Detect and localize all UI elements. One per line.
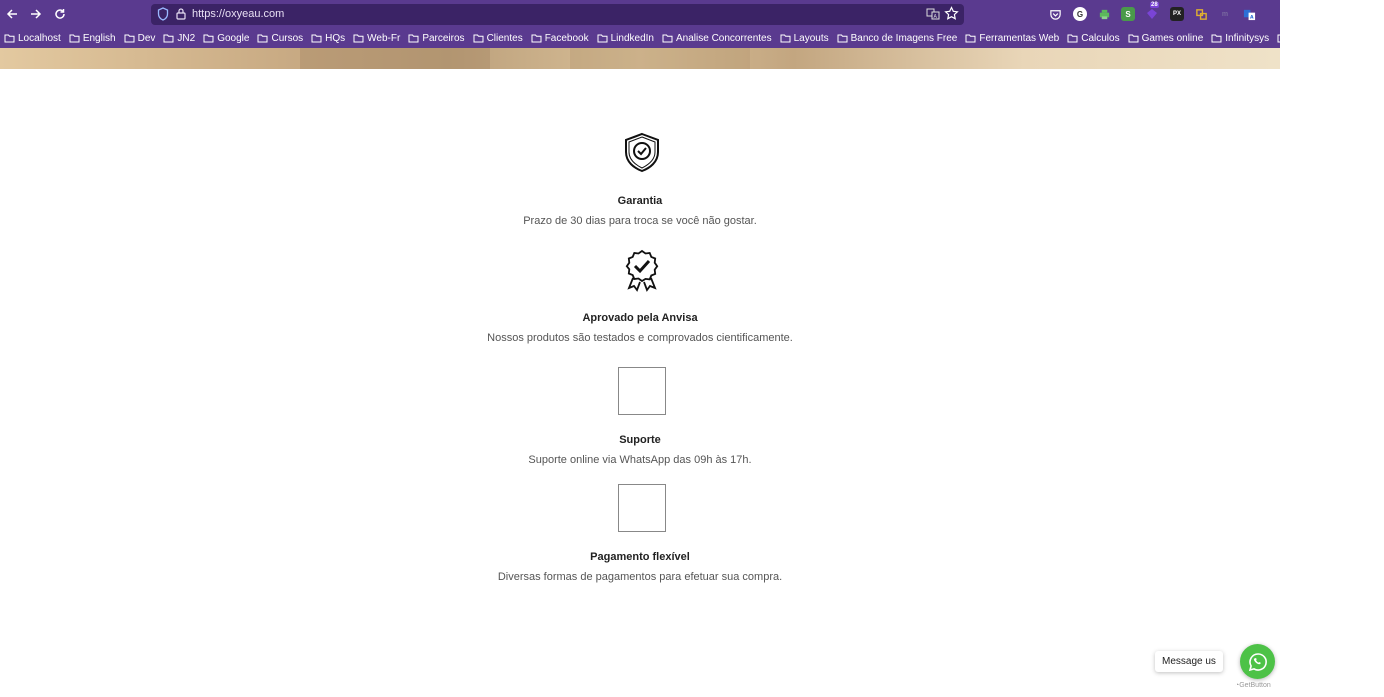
browser-toolbar: [0, 0, 1280, 28]
svg-text:A: A: [933, 14, 937, 20]
bookmark-folder[interactable]: [1211, 33, 1269, 44]
reload-button[interactable]: [51, 5, 69, 23]
reload-icon: [54, 8, 66, 20]
bookmark-label: English: [82, 32, 116, 44]
grammar-extension-icon[interactable]: G: [1073, 7, 1087, 21]
message-us-label[interactable]: Message us: [1155, 651, 1223, 672]
bookmark-folder[interactable]: [1067, 33, 1119, 44]
address-bar[interactable]: [151, 4, 964, 25]
folder-icon: [597, 33, 608, 43]
bookmark-folder[interactable]: [473, 33, 523, 44]
folder-icon: [4, 33, 15, 43]
bookmark-folder[interactable]: [311, 33, 345, 44]
px-extension-icon[interactable]: PX: [1170, 7, 1184, 21]
getbutton-credit[interactable]: [1235, 682, 1271, 689]
feature-title: Suporte: [619, 434, 661, 446]
translator-extension-icon[interactable]: [1242, 7, 1256, 21]
image-placeholder: [618, 367, 666, 415]
bookmark-folder[interactable]: [1277, 33, 1372, 44]
feature-title: Aprovado pela Anvisa: [582, 312, 698, 324]
bookmark-label: JN2: [177, 32, 196, 44]
bookmark-folder[interactable]: [531, 33, 589, 44]
feature-title: Pagamento flexível: [590, 551, 690, 563]
back-button[interactable]: [3, 5, 21, 23]
folder-icon: [780, 33, 791, 43]
bookmark-folder[interactable]: [597, 33, 654, 44]
folder-icon: [163, 33, 174, 43]
image-placeholder: [618, 484, 666, 532]
bookmark-label: Editor de Imagens: [1291, 32, 1373, 44]
color-picker-extension-icon[interactable]: [1194, 7, 1208, 21]
svg-text:A: A: [1249, 15, 1254, 21]
folder-icon: [473, 33, 484, 43]
bookmark-label: Analise Concorrentes: [676, 32, 772, 44]
disabled-extension-icon[interactable]: m: [1221, 10, 1229, 18]
bookmark-folder[interactable]: [965, 33, 1059, 44]
bookmark-folder[interactable]: [780, 33, 829, 44]
bookmark-folder[interactable]: [4, 33, 61, 44]
bookmark-label: Google: [217, 32, 250, 44]
bookmark-label: Ferramentas Web: [979, 32, 1060, 44]
bookmark-label: Banco de Imagens Free: [850, 32, 958, 44]
bookmark-folder[interactable]: [662, 33, 772, 44]
whatsapp-button[interactable]: [1240, 644, 1275, 679]
folder-icon: [311, 33, 322, 43]
folder-icon: [531, 33, 542, 43]
bookmark-folder[interactable]: [257, 33, 303, 44]
whatsapp-icon: [1248, 652, 1268, 672]
bookmark-label: Infinitysys: [1225, 32, 1270, 44]
shield-check-icon: [618, 128, 666, 176]
pocket-icon[interactable]: [1048, 7, 1062, 21]
bookmark-label: Dev: [137, 32, 156, 44]
forward-button[interactable]: [27, 5, 45, 23]
bookmark-label: Cursos: [271, 32, 304, 44]
bookmark-label: Web-Fr: [367, 32, 401, 44]
folder-icon: [203, 33, 214, 43]
folder-icon: [1277, 33, 1288, 43]
getbutton-label: GetButton: [1239, 682, 1271, 689]
arrow-right-icon: [30, 8, 42, 20]
bookmark-label: Layouts: [793, 32, 829, 44]
bookmarks-overflow-button[interactable]: »: [1376, 30, 1384, 46]
printer-extension-icon[interactable]: [1097, 7, 1111, 21]
extension-badge: 28: [1151, 2, 1158, 8]
bookmark-label: HQs: [325, 32, 346, 44]
feature-description: Nossos produtos são testados e comprovados cientificamente.: [487, 332, 793, 344]
folder-icon: [124, 33, 135, 43]
bookmark-label: Parceiros: [422, 32, 465, 44]
bookmark-folder[interactable]: [1128, 33, 1204, 44]
bookmark-label: Facebook: [544, 32, 589, 44]
folder-icon: [1067, 33, 1078, 43]
feature-description: Suporte online via WhatsApp das 09h às 17h.: [528, 454, 752, 466]
bookmark-folder[interactable]: [837, 33, 958, 44]
bookmark-folder[interactable]: [69, 33, 116, 44]
lock-icon[interactable]: [175, 7, 187, 21]
bookmark-folder[interactable]: [203, 33, 249, 44]
tracking-shield-icon[interactable]: [157, 7, 169, 21]
folder-icon: [1211, 33, 1222, 43]
feature-title: Garantia: [617, 195, 663, 207]
bookmark-folder[interactable]: [124, 33, 156, 44]
hero-image: [0, 48, 1280, 69]
folder-icon: [408, 33, 419, 43]
bookmark-folder[interactable]: [408, 33, 464, 44]
bookmark-label: LindkedIn: [610, 32, 654, 44]
s-extension-icon[interactable]: S: [1121, 7, 1135, 21]
folder-icon: [353, 33, 364, 43]
folder-icon: [662, 33, 673, 43]
bookmark-label: Localhost: [18, 32, 61, 44]
browser-chrome: [0, 0, 1384, 48]
bookmarks-bar: [0, 29, 1384, 47]
bookmark-label: Calculos: [1081, 32, 1120, 44]
url-text[interactable]: https://oxyeau.com: [192, 8, 285, 20]
gem-extension-icon[interactable]: [1145, 2, 1159, 21]
feature-description: Prazo de 30 dias para troca se você não gostar.: [523, 215, 757, 227]
getbutton-logo-icon: ◔: [1235, 682, 1240, 689]
bookmark-folder[interactable]: [163, 33, 195, 44]
folder-icon: [1128, 33, 1139, 43]
feature-description: Diversas formas de pagamentos para efetuar sua compra.: [497, 571, 783, 583]
bookmark-label: Games online: [1141, 32, 1204, 44]
translate-icon[interactable]: [926, 7, 940, 21]
bookmark-folder[interactable]: [353, 33, 400, 44]
folder-icon: [257, 33, 268, 43]
award-badge-icon: [618, 245, 666, 293]
bookmark-label: Clientes: [486, 32, 523, 44]
folder-icon: [837, 33, 848, 43]
arrow-left-icon: [6, 8, 18, 20]
folder-icon: [965, 33, 976, 43]
bookmark-star-icon[interactable]: [944, 6, 959, 21]
folder-icon: [69, 33, 80, 43]
